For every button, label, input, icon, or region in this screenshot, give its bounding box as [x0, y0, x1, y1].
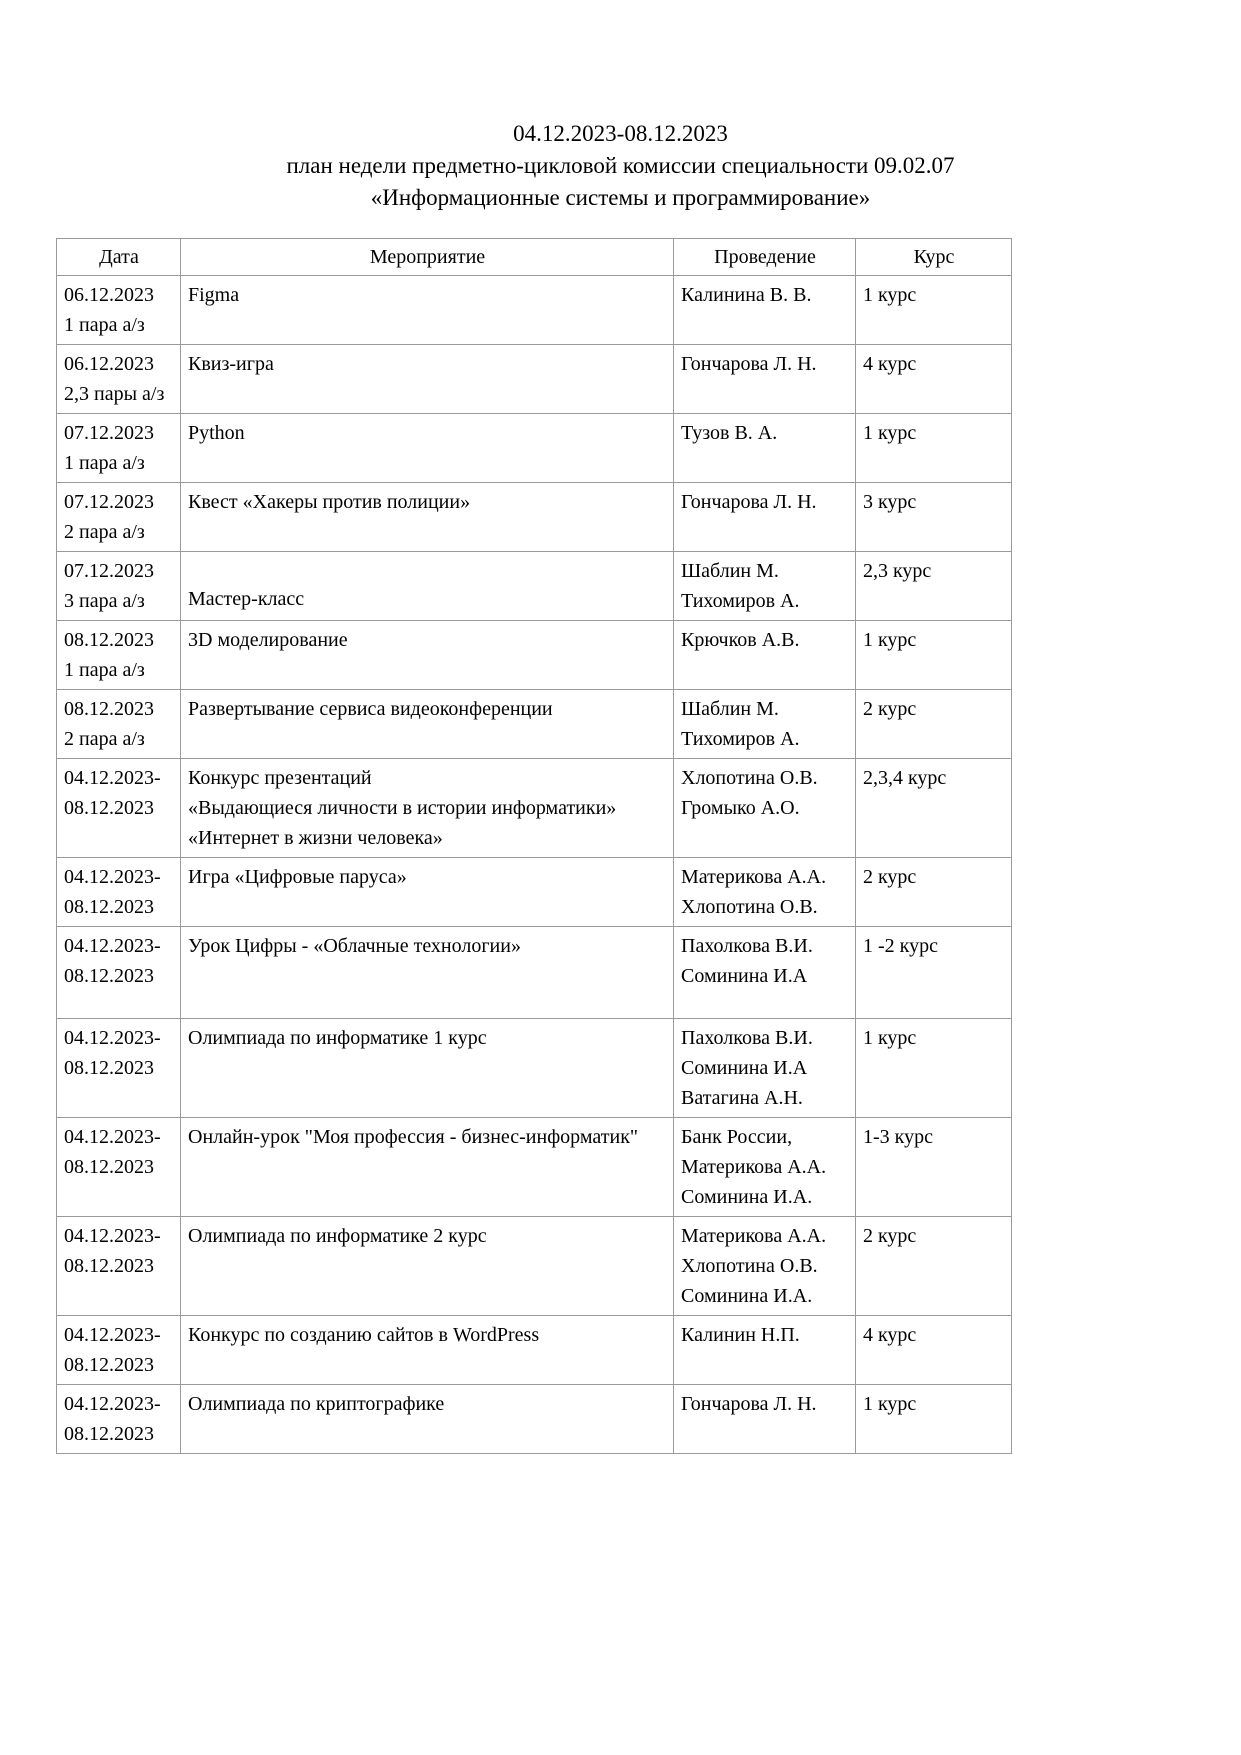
- cell-date-line: 07.12.2023: [64, 560, 154, 582]
- cell-date-line: 08.12.2023: [64, 1423, 154, 1445]
- cell-event-line: Figma: [188, 284, 240, 306]
- cell-date: [57, 1385, 181, 1454]
- cell-course-line: 2,3 курс: [863, 560, 932, 582]
- cell-date-line: 04.12.2023-: [64, 767, 161, 789]
- cell-course: [856, 927, 1012, 1019]
- cell-host: [674, 759, 856, 858]
- cell-course-line: 2 курс: [863, 698, 917, 720]
- table-row: [57, 1118, 1012, 1217]
- cell-date-line: 06.12.2023: [64, 353, 154, 375]
- cell-course-line: 1-3 курс: [863, 1126, 933, 1148]
- table-row: [57, 345, 1012, 414]
- cell-event-line: Квест «Хакеры против полиции»: [188, 491, 471, 513]
- cell-date-line: 04.12.2023-: [64, 1324, 161, 1346]
- title-line-2: план недели предметно-цикловой комиссии специальности 09.02.07: [286, 153, 955, 178]
- cell-host: [674, 414, 856, 483]
- cell-host-line: Калинин Н.П.: [681, 1324, 800, 1346]
- cell-date: [57, 483, 181, 552]
- cell-host-line: Крючков А.В.: [681, 629, 800, 651]
- table-row: [57, 690, 1012, 759]
- table-row: [57, 483, 1012, 552]
- cell-date-line: 3 пара а/з: [64, 590, 145, 612]
- table-body: [57, 276, 1012, 1454]
- cell-host-line: Тузов В. А.: [681, 422, 778, 444]
- cell-host-line: Громыко А.О.: [681, 797, 800, 819]
- table-row: [57, 1316, 1012, 1385]
- cell-date-line: 04.12.2023-: [64, 866, 161, 888]
- cell-date: [57, 414, 181, 483]
- cell-date-line: 2 пара а/з: [64, 521, 145, 543]
- cell-date: [57, 276, 181, 345]
- cell-event-line: Онлайн-урок "Моя профессия - бизнес-информатик": [188, 1126, 639, 1148]
- cell-course: [856, 1385, 1012, 1454]
- cell-host-line: Материкова А.А.: [681, 1156, 827, 1178]
- cell-event-line: Урок Цифры - «Облачные технологии»: [188, 935, 521, 957]
- table-row: [57, 414, 1012, 483]
- table-row: [57, 858, 1012, 927]
- cell-host: [674, 1385, 856, 1454]
- cell-event-line: Развертывание сервиса видеоконференции: [188, 698, 553, 720]
- cell-event: [181, 276, 674, 345]
- cell-host-line: Гончарова Л. Н.: [681, 353, 817, 375]
- cell-host-line: Хлопотина О.В.: [681, 1255, 818, 1277]
- cell-event-line: Олимпиада по информатике 2 курс: [188, 1225, 487, 1247]
- cell-course-line: 1 -2 курс: [863, 935, 938, 957]
- cell-course-line: 1 курс: [863, 422, 917, 444]
- cell-host-line: Тихомиров А.: [681, 590, 800, 612]
- cell-host: [674, 927, 856, 1019]
- cell-host: [674, 552, 856, 621]
- cell-course: [856, 1217, 1012, 1316]
- table-row: [57, 1019, 1012, 1118]
- cell-date: [57, 858, 181, 927]
- cell-date-line: 1 пара а/з: [64, 659, 145, 681]
- cell-event-line: Python: [188, 422, 245, 444]
- cell-date-line: 08.12.2023: [64, 629, 154, 651]
- cell-date: [57, 1118, 181, 1217]
- table-header-row: [57, 239, 1012, 276]
- cell-date-line: 07.12.2023: [64, 491, 154, 513]
- cell-event: [181, 345, 674, 414]
- cell-host-line: Шаблин М.: [681, 560, 779, 582]
- cell-date-line: 04.12.2023-: [64, 935, 161, 957]
- cell-date: [57, 690, 181, 759]
- cell-event: [181, 552, 674, 621]
- table-row: [57, 759, 1012, 858]
- cell-date: [57, 621, 181, 690]
- cell-course-line: 2,3,4 курс: [863, 767, 947, 789]
- cell-host-line: Соминина И.А.: [681, 1285, 813, 1307]
- cell-course-line: 3 курс: [863, 491, 917, 513]
- cell-date-line: 08.12.2023: [64, 965, 154, 987]
- cell-host: [674, 1118, 856, 1217]
- table-row: [57, 621, 1012, 690]
- cell-event: [181, 759, 674, 858]
- cell-host-line: Соминина И.А: [681, 1057, 808, 1079]
- cell-date: [57, 1316, 181, 1385]
- cell-date-line: 2,3 пары а/з: [64, 383, 165, 405]
- cell-event: [181, 1118, 674, 1217]
- cell-date: [57, 1019, 181, 1118]
- cell-host-line: Ватагина А.Н.: [681, 1087, 803, 1109]
- cell-course: [856, 1316, 1012, 1385]
- cell-host-line: Пахолкова В.И.: [681, 935, 813, 957]
- cell-course: [856, 759, 1012, 858]
- cell-course: [856, 483, 1012, 552]
- title-line-3: «Информационные системы и программирование»: [370, 185, 871, 210]
- cell-host: [674, 1316, 856, 1385]
- cell-course: [856, 552, 1012, 621]
- cell-date-line: 07.12.2023: [64, 422, 154, 444]
- cell-course-line: 1 курс: [863, 284, 917, 306]
- cell-date-line: 2 пара а/з: [64, 728, 145, 750]
- cell-date: [57, 927, 181, 1019]
- cell-host: [674, 1217, 856, 1316]
- column-header-host: Проведение: [674, 239, 856, 276]
- cell-course-line: 1 курс: [863, 629, 917, 651]
- cell-host: [674, 1019, 856, 1118]
- cell-host-line: Материкова А.А.: [681, 1225, 827, 1247]
- cell-host: [674, 858, 856, 927]
- table-head: [57, 239, 1012, 276]
- cell-event: [181, 858, 674, 927]
- plan-table: [56, 238, 1012, 1454]
- cell-course-line: 1 курс: [863, 1393, 917, 1415]
- cell-course: [856, 345, 1012, 414]
- cell-event: [181, 621, 674, 690]
- cell-event-line: Олимпиада по информатике 1 курс: [188, 1027, 487, 1049]
- cell-host: [674, 276, 856, 345]
- cell-event-line: 3D моделирование: [188, 629, 348, 651]
- cell-event-line: Конкурс по созданию сайтов в WordPress: [188, 1324, 540, 1346]
- cell-date: [57, 552, 181, 621]
- cell-host-line: Материкова А.А.: [681, 866, 827, 888]
- cell-host-line: Гончарова Л. Н.: [681, 491, 817, 513]
- cell-date: [57, 345, 181, 414]
- cell-host: [674, 621, 856, 690]
- cell-event: [181, 1217, 674, 1316]
- cell-date-line: 08.12.2023: [64, 1057, 154, 1079]
- cell-host-line: Гончарова Л. Н.: [681, 1393, 817, 1415]
- table-row: [57, 276, 1012, 345]
- cell-date-line: 04.12.2023-: [64, 1126, 161, 1148]
- cell-event-line: Конкурс презентаций: [188, 767, 372, 789]
- cell-host-line: Хлопотина О.В.: [681, 896, 818, 918]
- column-header-date: Дата: [57, 239, 181, 276]
- table-row: [57, 552, 1012, 621]
- cell-course-line: 2 курс: [863, 866, 917, 888]
- cell-event: [181, 690, 674, 759]
- cell-host-line: Калинина В. В.: [681, 284, 812, 306]
- cell-host: [674, 345, 856, 414]
- column-header-event: Мероприятие: [181, 239, 674, 276]
- cell-host-line: Пахолкова В.И.: [681, 1027, 813, 1049]
- cell-event: [181, 1019, 674, 1118]
- cell-host-line: Шаблин М.: [681, 698, 779, 720]
- cell-event-line: «Интернет в жизни человека»: [188, 827, 443, 849]
- cell-date-line: 08.12.2023: [64, 1354, 154, 1376]
- page-title: [0, 0, 1241, 214]
- cell-course: [856, 414, 1012, 483]
- cell-course: [856, 858, 1012, 927]
- cell-event: [181, 483, 674, 552]
- cell-host-line: Хлопотина О.В.: [681, 767, 818, 789]
- cell-date-line: 1 пара а/з: [64, 452, 145, 474]
- cell-date-line: 08.12.2023: [64, 698, 154, 720]
- cell-date-line: 06.12.2023: [64, 284, 154, 306]
- column-header-course: Курс: [856, 239, 1012, 276]
- table-row: [57, 1385, 1012, 1454]
- cell-course: [856, 621, 1012, 690]
- cell-course-line: 4 курс: [863, 1324, 917, 1346]
- cell-course: [856, 690, 1012, 759]
- cell-event: [181, 1316, 674, 1385]
- cell-host: [674, 690, 856, 759]
- cell-date-line: 08.12.2023: [64, 896, 154, 918]
- cell-course-line: 2 курс: [863, 1225, 917, 1247]
- cell-event-line: «Выдающиеся личности в истории информатики»: [188, 797, 617, 819]
- cell-date-line: 04.12.2023-: [64, 1027, 161, 1049]
- cell-event: [181, 1385, 674, 1454]
- cell-event: [181, 927, 674, 1019]
- cell-event-line: Игра «Цифровые паруса»: [188, 866, 407, 888]
- title-line-1: 04.12.2023-08.12.2023: [513, 121, 728, 146]
- cell-event-line: Мастер-класс: [188, 588, 305, 610]
- cell-host-line: Соминина И.А: [681, 965, 808, 987]
- cell-event-line: Олимпиада по криптографике: [188, 1393, 445, 1415]
- cell-course-line: 4 курс: [863, 353, 917, 375]
- cell-date: [57, 759, 181, 858]
- cell-date-line: 04.12.2023-: [64, 1225, 161, 1247]
- cell-host: [674, 483, 856, 552]
- cell-event: [181, 414, 674, 483]
- cell-course-line: 1 курс: [863, 1027, 917, 1049]
- cell-date: [57, 1217, 181, 1316]
- cell-host-line: Тихомиров А.: [681, 728, 800, 750]
- cell-date-line: 1 пара а/з: [64, 314, 145, 336]
- cell-date-line: 08.12.2023: [64, 1255, 154, 1277]
- table-row: [57, 1217, 1012, 1316]
- cell-course: [856, 1118, 1012, 1217]
- cell-date-line: 04.12.2023-: [64, 1393, 161, 1415]
- cell-date-line: 08.12.2023: [64, 797, 154, 819]
- cell-course: [856, 1019, 1012, 1118]
- cell-host-line: Банк России,: [681, 1126, 793, 1148]
- table-row: [57, 927, 1012, 1019]
- cell-course: [856, 276, 1012, 345]
- cell-event-line: Квиз-игра: [188, 353, 274, 375]
- cell-host-line: Соминина И.А.: [681, 1186, 813, 1208]
- cell-date-line: 08.12.2023: [64, 1156, 154, 1178]
